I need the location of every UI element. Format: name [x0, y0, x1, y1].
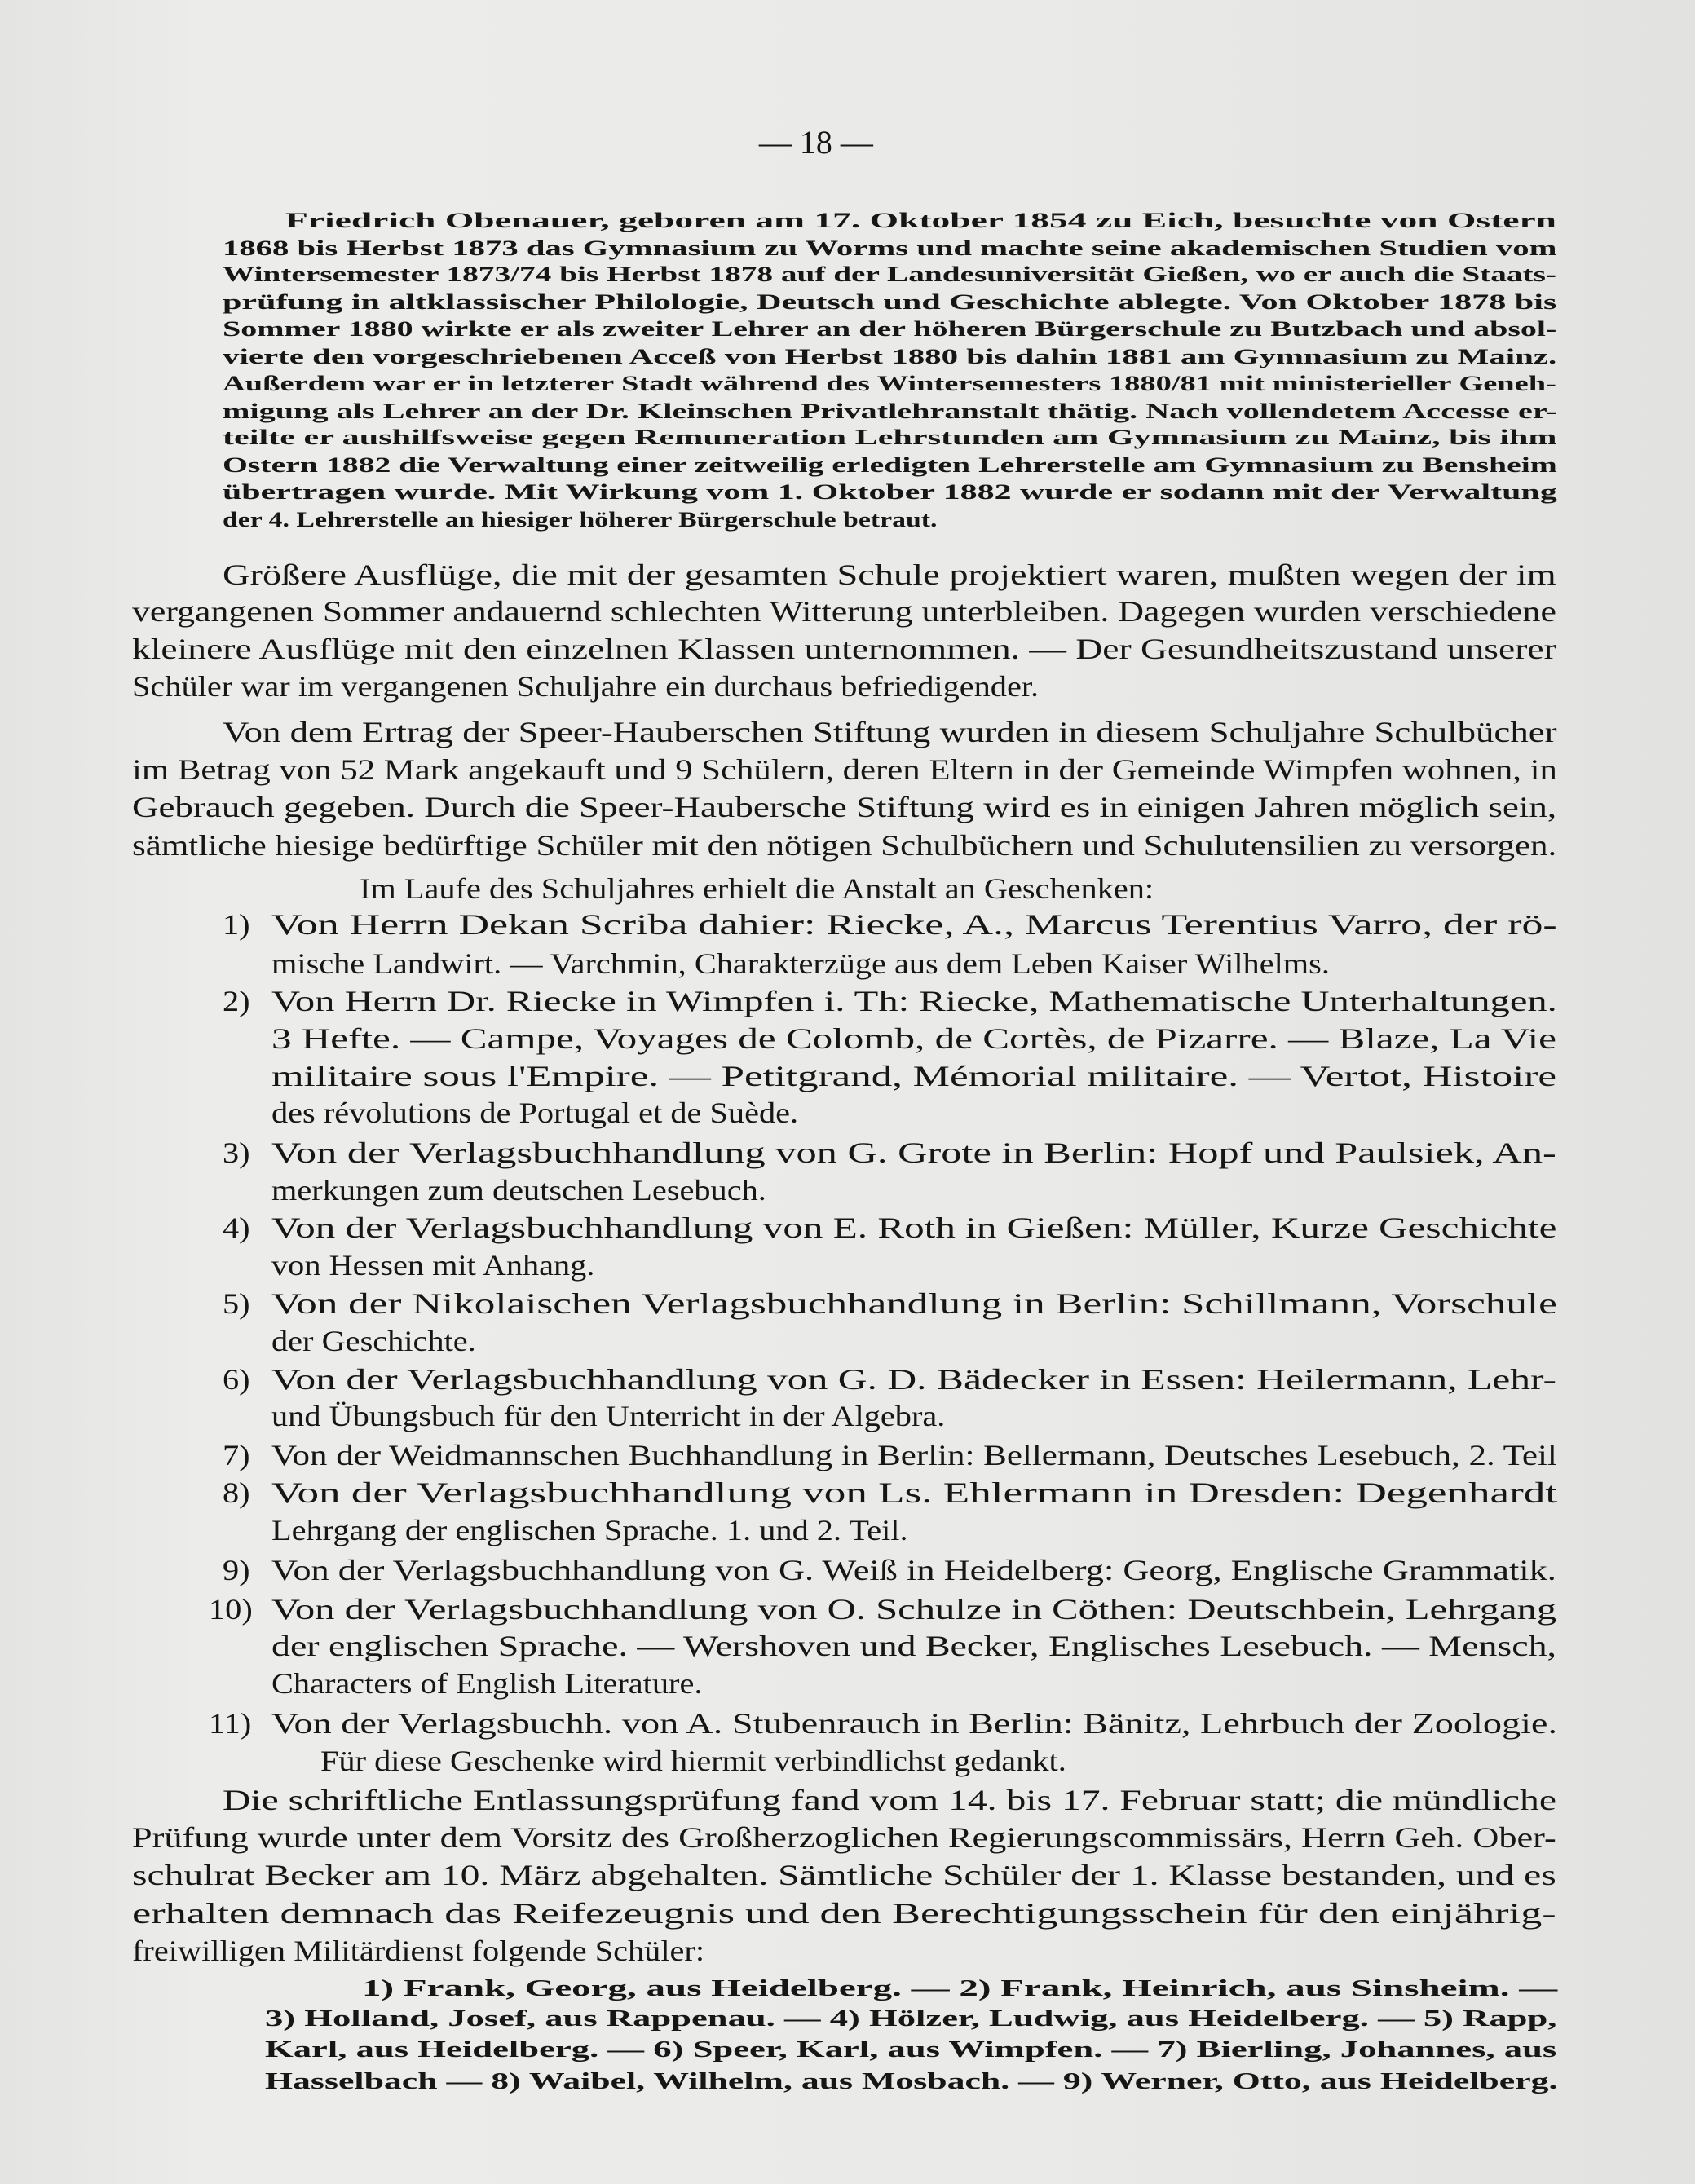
biography-line: Friedrich Obenauer, geboren am 17. Oktober 1854 zu Eich, besuchte von Ostern [285, 208, 1557, 232]
gift-line: militaire sous l'Empire. — Petitgrand, Mémorial militaire. — Vertot, Histoire [271, 1060, 1556, 1093]
gift-number: 8) [223, 1476, 250, 1509]
excursions-line: Schüler war im vergangenen Schuljahre ein durchaus befriedigender. [132, 669, 1040, 703]
exam-line: Die schriftliche Entlassungsprüfung fand vom 14. bis 17. Februar statt; die mündliche [223, 1784, 1557, 1817]
gift-line: 3 Hefte. — Campe, Voyages de Colomb, de Cortès, de Pizarre. — Blaze, La Vie [271, 1021, 1556, 1055]
gift-line: mische Landwirt. — Varchmin, Charakterzüge aus dem Leben Kaiser Wilhelms. [271, 946, 1330, 980]
foundation-line: Von dem Ertrag der Speer-Hauberschen Stiftung wurden in diesem Schuljahre Schulbücher [223, 716, 1557, 749]
gift-line: Von der Verlagsbuchhandlung von G. D. Bädecker in Essen: Heilermann, Lehr- [271, 1363, 1557, 1396]
gift-line: und Übungsbuch für den Unterricht in der Algebra. [271, 1399, 946, 1432]
gift-line: Characters of English Literature. [271, 1666, 703, 1700]
gift-line: Von der Verlagsbuchh. von A. Stubenrauch in Berlin: Bänitz, Lehrbuch der Zoologie. [271, 1707, 1558, 1741]
gift-line: Lehrgang der englischen Sprache. 1. und 2. Teil. [271, 1513, 908, 1546]
student-line: Karl, aus Heidelberg. — 6) Speer, Karl, aus Wimpfen. — 7) Bierling, Johannes, aus [264, 2036, 1556, 2063]
gift-line: Von der Weidmannschen Buchhandlung in Berlin: Bellermann, Deutsches Lesebuch, 2. Teil [271, 1438, 1557, 1471]
gift-line: Von der Verlagsbuchhandlung von O. Schulze in Cöthen: Deutschbein, Lehrgang [271, 1593, 1557, 1626]
gift-number: 5) [223, 1286, 250, 1320]
gift-line: des révolutions de Portugal et de Suède. [271, 1096, 799, 1129]
gift-line: merkungen zum deutschen Lesebuch. [271, 1174, 766, 1207]
foundation-line: im Betrag von 52 Mark angekauft und 9 Schülern, deren Eltern in der Gemeinde Wimpfen wohnen, in [132, 753, 1558, 787]
student-line: Hasselbach — 8) Waibel, Wilhelm, aus Mosbach. — 9) Werner, Otto, aus Heidelberg. [264, 2069, 1557, 2095]
gift-line: Von der Verlagsbuchhandlung von G. Grote in Berlin: Hopf und Paulsiek, An- [271, 1136, 1556, 1170]
gift-number: 2) [223, 984, 250, 1017]
gift-number: 11) [209, 1707, 252, 1741]
gift-line: Von der Verlagsbuchhandlung von E. Roth in Gießen: Müller, Kurze Geschichte [271, 1211, 1557, 1245]
biography-line: prüfung in altklassischer Philologie, Deutsch und Geschichte ablegte. Von Oktober 1878 bis [223, 290, 1557, 315]
gift-number: 6) [223, 1363, 250, 1396]
foundation-line: sämtliche hiesige bedürftige Schüler mit den nötigen Schulbüchern und Schulutensilien zu versorgen. [132, 828, 1557, 862]
gift-line: Von Herrn Dekan Scriba dahier: Riecke, A., Marcus Terentius Varro, der rö- [271, 907, 1557, 941]
foundation-line: Gebrauch gegeben. Durch die Speer-Haubersche Stiftung wird es in einigen Jahren möglich sein, [132, 791, 1557, 824]
biography-line: übertragen wurde. Mit Wirkung vom 1. Oktober 1882 wurde er sodann mit der Verwaltung [223, 479, 1557, 504]
gift-number: 10) [209, 1593, 253, 1626]
gift-line: der englischen Sprache. — Wershoven und Becker, Englisches Lesebuch. — Mensch, [271, 1629, 1557, 1662]
student-line: 3) Holland, Josef, aus Rappenau. — 4) Hölzer, Ludwig, aus Heidelberg. — 5) Rapp, [264, 2006, 1556, 2032]
biography-line: 1868 bis Herbst 1873 das Gymnasium zu Worms und machte seine akademischen Studien vom [223, 236, 1557, 260]
exam-line: erhalten demnach das Reifezeugnis und den Berechtigungsschein für den einjährig- [132, 1896, 1556, 1930]
gift-line: Von der Nikolaischen Verlagsbuchhandlung in Berlin: Schillmann, Vorschule [271, 1286, 1557, 1320]
biography-line: Sommer 1880 wirkte er als zweiter Lehrer an der höheren Bürgerschule zu Butzbach und absol- [223, 316, 1557, 341]
biography-line: Wintersemester 1873/74 bis Herbst 1878 auf der Landesuniversität Gießen, wo er auch die Staats- [223, 263, 1557, 287]
gift-line: Von der Verlagsbuchhandlung von Ls. Ehlermann in Dresden: Degenhardt [271, 1476, 1558, 1509]
gift-number: 3) [223, 1136, 250, 1170]
excursions-line: Größere Ausflüge, die mit der gesamten Schule projektiert waren, mußten wegen der im [223, 558, 1557, 592]
page-number: — 18 — [758, 124, 873, 161]
gift-number: 7) [223, 1438, 250, 1471]
gift-line: von Hessen mit Anhang. [271, 1249, 595, 1282]
gift-number: 1) [223, 907, 250, 941]
gift-line: Von der Verlagsbuchhandlung von G. Weiß in Heidelberg: Georg, Englische Grammatik. [271, 1554, 1556, 1587]
gifts-intro: Im Laufe des Schuljahres erhielt die Anstalt an Geschenken: [359, 871, 1154, 905]
biography-line: Außerdem war er in letzterer Stadt während des Wintersemesters 1880/81 mit ministerieller Geneh- [223, 371, 1557, 395]
excursions-line: kleinere Ausflüge mit den einzelnen Klassen unternommen. — Der Gesundheitszustand unserer [132, 632, 1557, 665]
exam-line: freiwilligen Militärdienst folgende Schüler: [132, 1934, 705, 1967]
biography-line: teilte er aushilfsweise gegen Remuneration Lehrstunden am Gymnasium zu Mainz, bis ihm [223, 426, 1557, 450]
exam-line: Prüfung wurde unter dem Vorsitz des Großherzoglichen Regierungscommissärs, Herrn Geh. Ober- [132, 1821, 1557, 1855]
gift-line: Von Herrn Dr. Riecke in Wimpfen i. Th: Riecke, Mathematische Unterhaltungen. [271, 984, 1557, 1017]
biography-line: vierte den vorgeschriebenen Acceß von Herbst 1880 bis dahin 1881 am Gymnasium zu Mainz. [223, 345, 1557, 369]
biography-line: Ostern 1882 die Verwaltung einer zeitweilig erledigten Lehrerstelle am Gymnasium zu Bensheim [223, 453, 1558, 478]
exam-line: schulrat Becker am 10. März abgehalten. Sämtliche Schüler der 1. Klasse bestanden, und es [132, 1859, 1556, 1892]
student-line: 1) Frank, Georg, aus Heidelberg. — 2) Frank, Heinrich, aus Sinsheim. — [362, 1975, 1558, 2001]
excursions-line: vergangenen Sommer andauernd schlechten Witterung unterbleiben. Dagegen wurden verschiedene [132, 594, 1557, 628]
biography-line: der 4. Lehrerstelle an hiesiger höherer Bürgerschule betraut. [223, 507, 938, 532]
gift-number: 4) [223, 1211, 250, 1245]
gift-number: 9) [223, 1554, 250, 1587]
gifts-thanks: Für diese Geschenke wird hiermit verbindlichst gedankt. [320, 1745, 1066, 1778]
gift-line: der Geschichte. [271, 1324, 476, 1357]
biography-line: migung als Lehrer an der Dr. Kleinschen Privatlehranstalt thätig. Nach vollendetem Accesse er- [223, 399, 1557, 423]
